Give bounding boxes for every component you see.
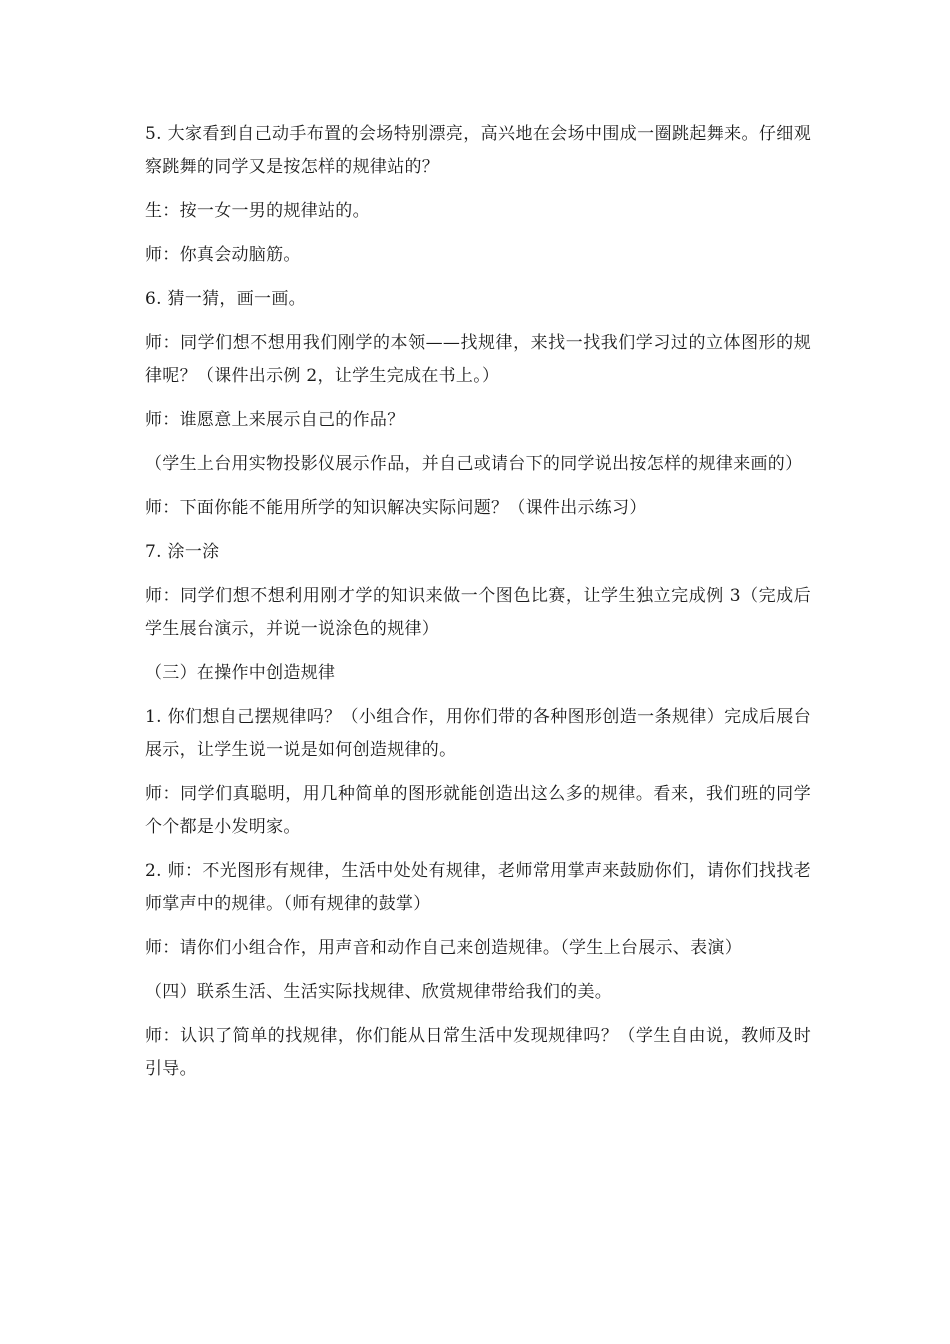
document-body <box>145 118 811 1097</box>
paragraph-teacher-example-3: 师：同学们想不想利用刚才学的知识来做一个图色比赛，让学生独立完成例 3（完成后学生展台演示，并说一说涂色的规律） <box>145 586 811 639</box>
paragraph-clapping-pattern: 2. 师：不光图形有规律，生活中处处有规律，老师常用掌声来鼓励你们，请你们找找老师掌声中的规律。（师有规律的鼓掌） <box>145 861 811 914</box>
paragraph-guess-draw-heading: 6. 猜一猜，画一画。 <box>145 289 306 309</box>
paragraph-dance-question: 5. 大家看到自己动手布置的会场特别漂亮，高兴地在会场中围成一圈跳起舞来。仔细观察跳舞的同学又是按怎样的规律站的？ <box>145 124 811 177</box>
paragraph-student-projector: （学生上台用实物投影仪展示作品，并自己或请台下的同学说出按怎样的规律来画的） <box>145 454 803 474</box>
paragraph-student-answer: 生：按一女一男的规律站的。 <box>145 201 370 221</box>
paragraph-daily-life: 师：认识了简单的找规律，你们能从日常生活中发现规律吗？（学生自由说，教师及时引导。 <box>145 1026 811 1079</box>
paragraph-sound-action: 师：请你们小组合作，用声音和动作自己来创造规律。（学生上台展示、表演） <box>145 938 742 958</box>
paragraph-teacher-inventors: 师：同学们真聪明，用几种简单的图形就能创造出这么多的规律。看来，我们班的同学个个都是小发明家。 <box>145 784 811 837</box>
paragraph-group-create: 1. 你们想自己摆规律吗？（小组合作，用你们带的各种图形创造一条规律）完成后展台展示，让学生说一说是如何创造规律的。 <box>145 707 811 760</box>
section-heading-create-patterns: （三）在操作中创造规律 <box>145 663 336 683</box>
paragraph-coloring-heading: 7. 涂一涂 <box>145 542 220 562</box>
paragraph-teacher-example-2: 师：同学们想不想用我们刚学的本领——找规律，来找一找我们学习过的立体图形的规律呢？（课件出示例 2，让学生完成在书上。） <box>145 333 811 386</box>
section-heading-life-patterns: （四）联系生活、生活实际找规律、欣赏规律带给我们的美。 <box>145 982 613 1002</box>
paragraph-teacher-show-work: 师：谁愿意上来展示自己的作品？ <box>145 410 405 430</box>
paragraph-teacher-praise: 师：你真会动脑筋。 <box>145 245 301 265</box>
paragraph-teacher-practice: 师：下面你能不能用所学的知识解决实际问题？（课件出示练习） <box>145 498 647 518</box>
